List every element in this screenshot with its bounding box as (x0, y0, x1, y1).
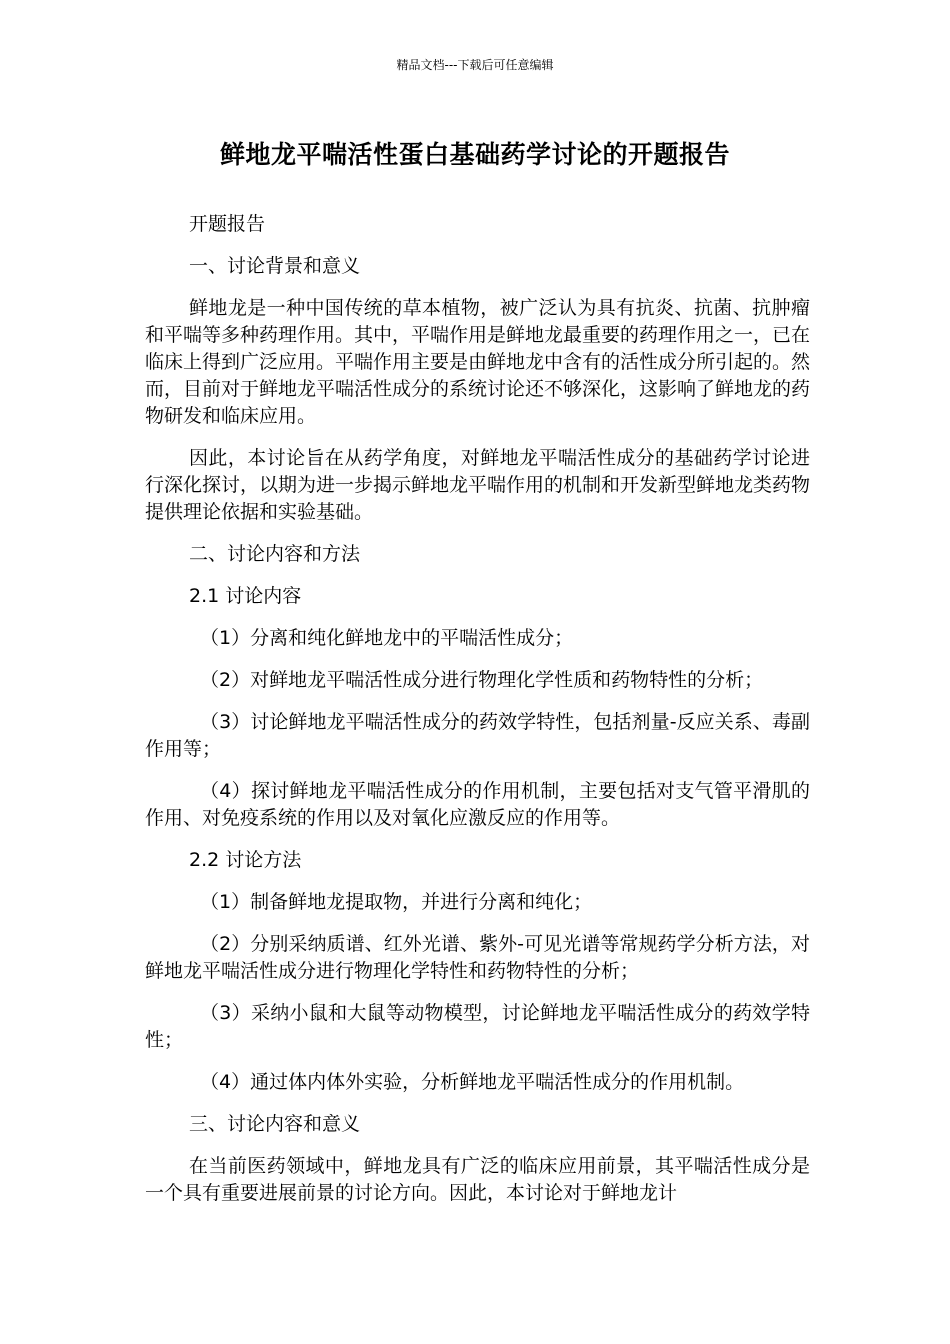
content-item-1: （1）分离和纯化鲜地龙中的平喘活性成分； (200, 627, 574, 649)
content-item-4: （4）探讨鲜地龙平喘活性成分的作用机制，主要包括对支气管平滑肌的作用、对免疫系统的作用以及对氧化应激反应的作用等。 (145, 780, 810, 829)
method-item-4: （4）通过体内体外实验，分析鲜地龙平喘活性成分的作用机制。 (200, 1071, 745, 1093)
paragraph-report-label: 开题报告 (189, 213, 266, 235)
section-heading-background: 一、讨论背景和意义 (189, 255, 361, 277)
paragraph-significance: 在当前医药领域中，鲜地龙具有广泛的临床应用前景，其平喘活性成分是一个具有重要进展前景的讨论方向。因此，本讨论对于鲜地龙计 (145, 1155, 810, 1204)
method-item-3: （3）采纳小鼠和大鼠等动物模型，讨论鲜地龙平喘活性成分的药效学特性； (145, 1002, 810, 1051)
section-heading-significance: 三、讨论内容和意义 (189, 1113, 361, 1135)
content-item-2: （2）对鲜地龙平喘活性成分进行物理化学性质和药物特性的分析； (200, 669, 764, 691)
header-note: 精品文档---下载后可任意编辑 (396, 58, 554, 72)
method-item-2: （2）分别采纳质谱、红外光谱、紫外-可见光谱等常规药学分析方法，对鲜地龙平喘活性成分进行物理化学特性和药物特性的分析； (145, 933, 810, 982)
subsection-heading-content: 2.1 讨论内容 (189, 585, 302, 607)
paragraph-background-2: 因此，本讨论旨在从药学角度，对鲜地龙平喘活性成分的基础药学讨论进行深化探讨，以期为进一步揭示鲜地龙平喘作用的机制和开发新型鲜地龙类药物提供理论依据和实验基础。 (145, 447, 811, 523)
section-heading-content-methods: 二、讨论内容和方法 (189, 543, 361, 565)
subsection-heading-methods: 2.2 讨论方法 (189, 849, 302, 871)
document-body (145, 211, 810, 1222)
content-item-3: （3）讨论鲜地龙平喘活性成分的药效学特性，包括剂量-反应关系、毒副作用等； (145, 711, 810, 760)
document-title: 鲜地龙平喘活性蛋白基础药学讨论的开题报告 (219, 140, 730, 169)
paragraph-background-1: 鲜地龙是一种中国传统的草本植物，被广泛认为具有抗炎、抗菌、抗肿瘤和平喘等多种药理作用。其中，平喘作用是鲜地龙最重要的药理作用之一，已在临床上得到广泛应用。平喘作用主要是由鲜地龙中含有的活性成分所引起的。然而，目前对于鲜地龙平喘活性成分的系统讨论还不够深化，这影响了鲜地龙的药物研发和临床应用。 (145, 297, 811, 427)
method-item-1: （1）制备鲜地龙提取物，并进行分离和纯化； (200, 891, 593, 913)
